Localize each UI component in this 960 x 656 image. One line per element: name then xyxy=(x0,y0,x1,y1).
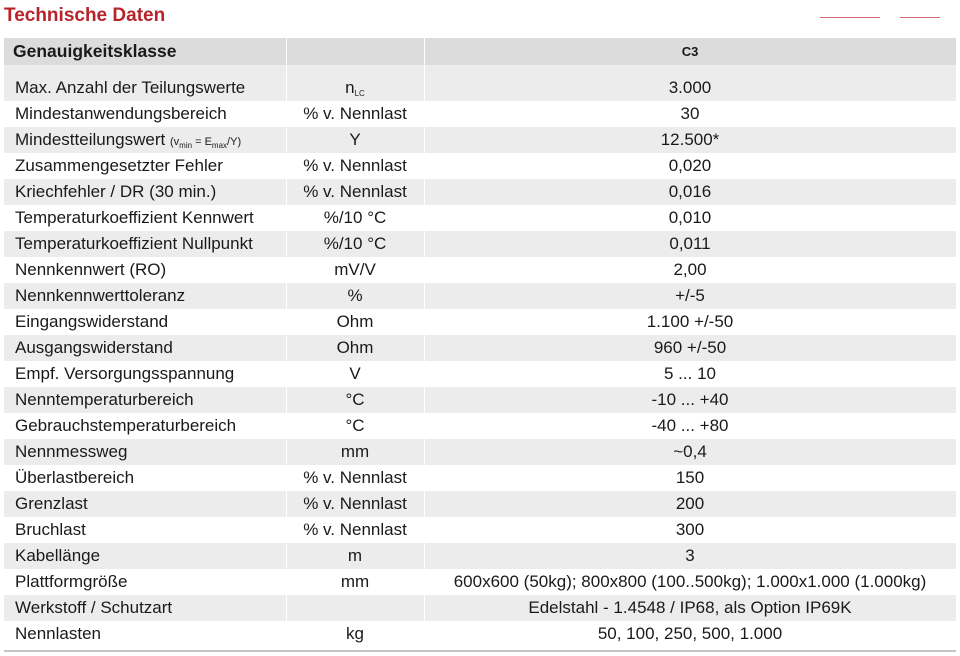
section-title: Technische Daten xyxy=(4,5,166,26)
row-name: Temperaturkoeffizient Kennwert xyxy=(4,205,286,231)
row-value: 0,011 xyxy=(424,231,956,257)
table-row xyxy=(4,413,956,439)
row-name: Nennmessweg xyxy=(4,439,286,465)
row-name: Empf. Versorgungsspannung xyxy=(4,361,286,387)
table-row xyxy=(4,543,956,569)
row-unit xyxy=(286,595,424,621)
table-row xyxy=(4,569,956,595)
row-unit: % xyxy=(286,283,424,309)
table-row xyxy=(4,127,956,153)
row-value: +/-5 xyxy=(424,283,956,309)
row-value: 30 xyxy=(424,101,956,127)
row-value: 50, 100, 250, 500, 1.000 xyxy=(424,621,956,647)
row-unit: % v. Nennlast xyxy=(286,179,424,205)
row-value: ~0,4 xyxy=(424,439,956,465)
table-row xyxy=(4,309,956,335)
row-unit: m xyxy=(286,543,424,569)
row-value: 0,010 xyxy=(424,205,956,231)
row-unit: % v. Nennlast xyxy=(286,491,424,517)
row-name: Mindestteilungswert $(v_{min} = E_{max}/Y)$ xyxy=(4,127,286,153)
row-name: Kriechfehler / DR (30 min.) xyxy=(4,179,286,205)
row-value: 600x600 (50kg); 800x800 (100..500kg); 1.000x1.000 (1.000kg) xyxy=(424,569,956,595)
table-row xyxy=(4,621,956,647)
row-unit: mm xyxy=(286,439,424,465)
table-row xyxy=(4,101,956,127)
decorative-line xyxy=(900,17,940,18)
table-row xyxy=(4,387,956,413)
row-name: Bruchlast xyxy=(4,517,286,543)
row-unit: V xyxy=(286,361,424,387)
table-row xyxy=(4,335,956,361)
row-unit: $n_{LC}$ xyxy=(286,75,424,101)
row-unit: mm xyxy=(286,569,424,595)
header-value: C3 xyxy=(424,38,956,65)
row-unit: % v. Nennlast xyxy=(286,101,424,127)
row-value: 150 xyxy=(424,465,956,491)
table-row xyxy=(4,205,956,231)
row-unit: mV/V xyxy=(286,257,424,283)
table-row xyxy=(4,257,956,283)
table-row xyxy=(4,283,956,309)
row-unit: kg xyxy=(286,621,424,647)
row-unit: Ohm xyxy=(286,309,424,335)
row-name: Werkstoff / Schutzart xyxy=(4,595,286,621)
row-value: -40 ... +80 xyxy=(424,413,956,439)
row-name: Nennkennwerttoleranz xyxy=(4,283,286,309)
row-name: Nennlasten xyxy=(4,621,286,647)
row-name: Max. Anzahl der Teilungswerte xyxy=(4,75,286,101)
table-row xyxy=(4,595,956,621)
row-name: Gebrauchstemperaturbereich xyxy=(4,413,286,439)
table-row xyxy=(4,491,956,517)
row-name: Mindestanwendungsbereich xyxy=(4,101,286,127)
row-value: 3 xyxy=(424,543,956,569)
table-spacer-row xyxy=(4,65,956,75)
row-unit: Y xyxy=(286,127,424,153)
row-value: 1.100 +/-50 xyxy=(424,309,956,335)
row-name: Temperaturkoeffizient Nullpunkt xyxy=(4,231,286,257)
row-value: Edelstahl - 1.4548 / IP68, als Option IP69K xyxy=(424,595,956,621)
row-name: Grenzlast xyxy=(4,491,286,517)
table-bottom-border xyxy=(4,650,956,652)
row-value: 0,016 xyxy=(424,179,956,205)
row-value: -10 ... +40 xyxy=(424,387,956,413)
row-value: 200 xyxy=(424,491,956,517)
row-unit: °C xyxy=(286,387,424,413)
table-row xyxy=(4,517,956,543)
row-value: 5 ... 10 xyxy=(424,361,956,387)
row-unit: % v. Nennlast xyxy=(286,465,424,491)
row-unit: %/10 °C xyxy=(286,231,424,257)
table-row xyxy=(4,75,956,101)
spec-table xyxy=(4,38,957,647)
row-unit: Ohm xyxy=(286,335,424,361)
row-name: Plattformgröße xyxy=(4,569,286,595)
header-name: Genauigkeitsklasse xyxy=(4,38,286,65)
row-name: Nenntemperaturbereich xyxy=(4,387,286,413)
table-row xyxy=(4,153,956,179)
row-name: Zusammengesetzter Fehler xyxy=(4,153,286,179)
table-row xyxy=(4,465,956,491)
row-name: Eingangswiderstand xyxy=(4,309,286,335)
table-row xyxy=(4,439,956,465)
row-unit: °C xyxy=(286,413,424,439)
table-row xyxy=(4,361,956,387)
decorative-line xyxy=(820,17,880,18)
table-row xyxy=(4,231,956,257)
row-name: Nennkennwert (RO) xyxy=(4,257,286,283)
header-unit xyxy=(286,38,424,65)
row-value: 0,020 xyxy=(424,153,956,179)
row-name: Überlastbereich xyxy=(4,465,286,491)
row-unit: % v. Nennlast xyxy=(286,517,424,543)
row-name: Kabellänge xyxy=(4,543,286,569)
row-unit: % v. Nennlast xyxy=(286,153,424,179)
row-name: Ausgangswiderstand xyxy=(4,335,286,361)
row-value: 12.500* xyxy=(424,127,956,153)
table-row xyxy=(4,179,956,205)
row-unit: %/10 °C xyxy=(286,205,424,231)
row-value: 2,00 xyxy=(424,257,956,283)
row-value: 960 +/-50 xyxy=(424,335,956,361)
row-value: 300 xyxy=(424,517,956,543)
table-header-row xyxy=(4,38,956,65)
row-value: 3.000 xyxy=(424,75,956,101)
